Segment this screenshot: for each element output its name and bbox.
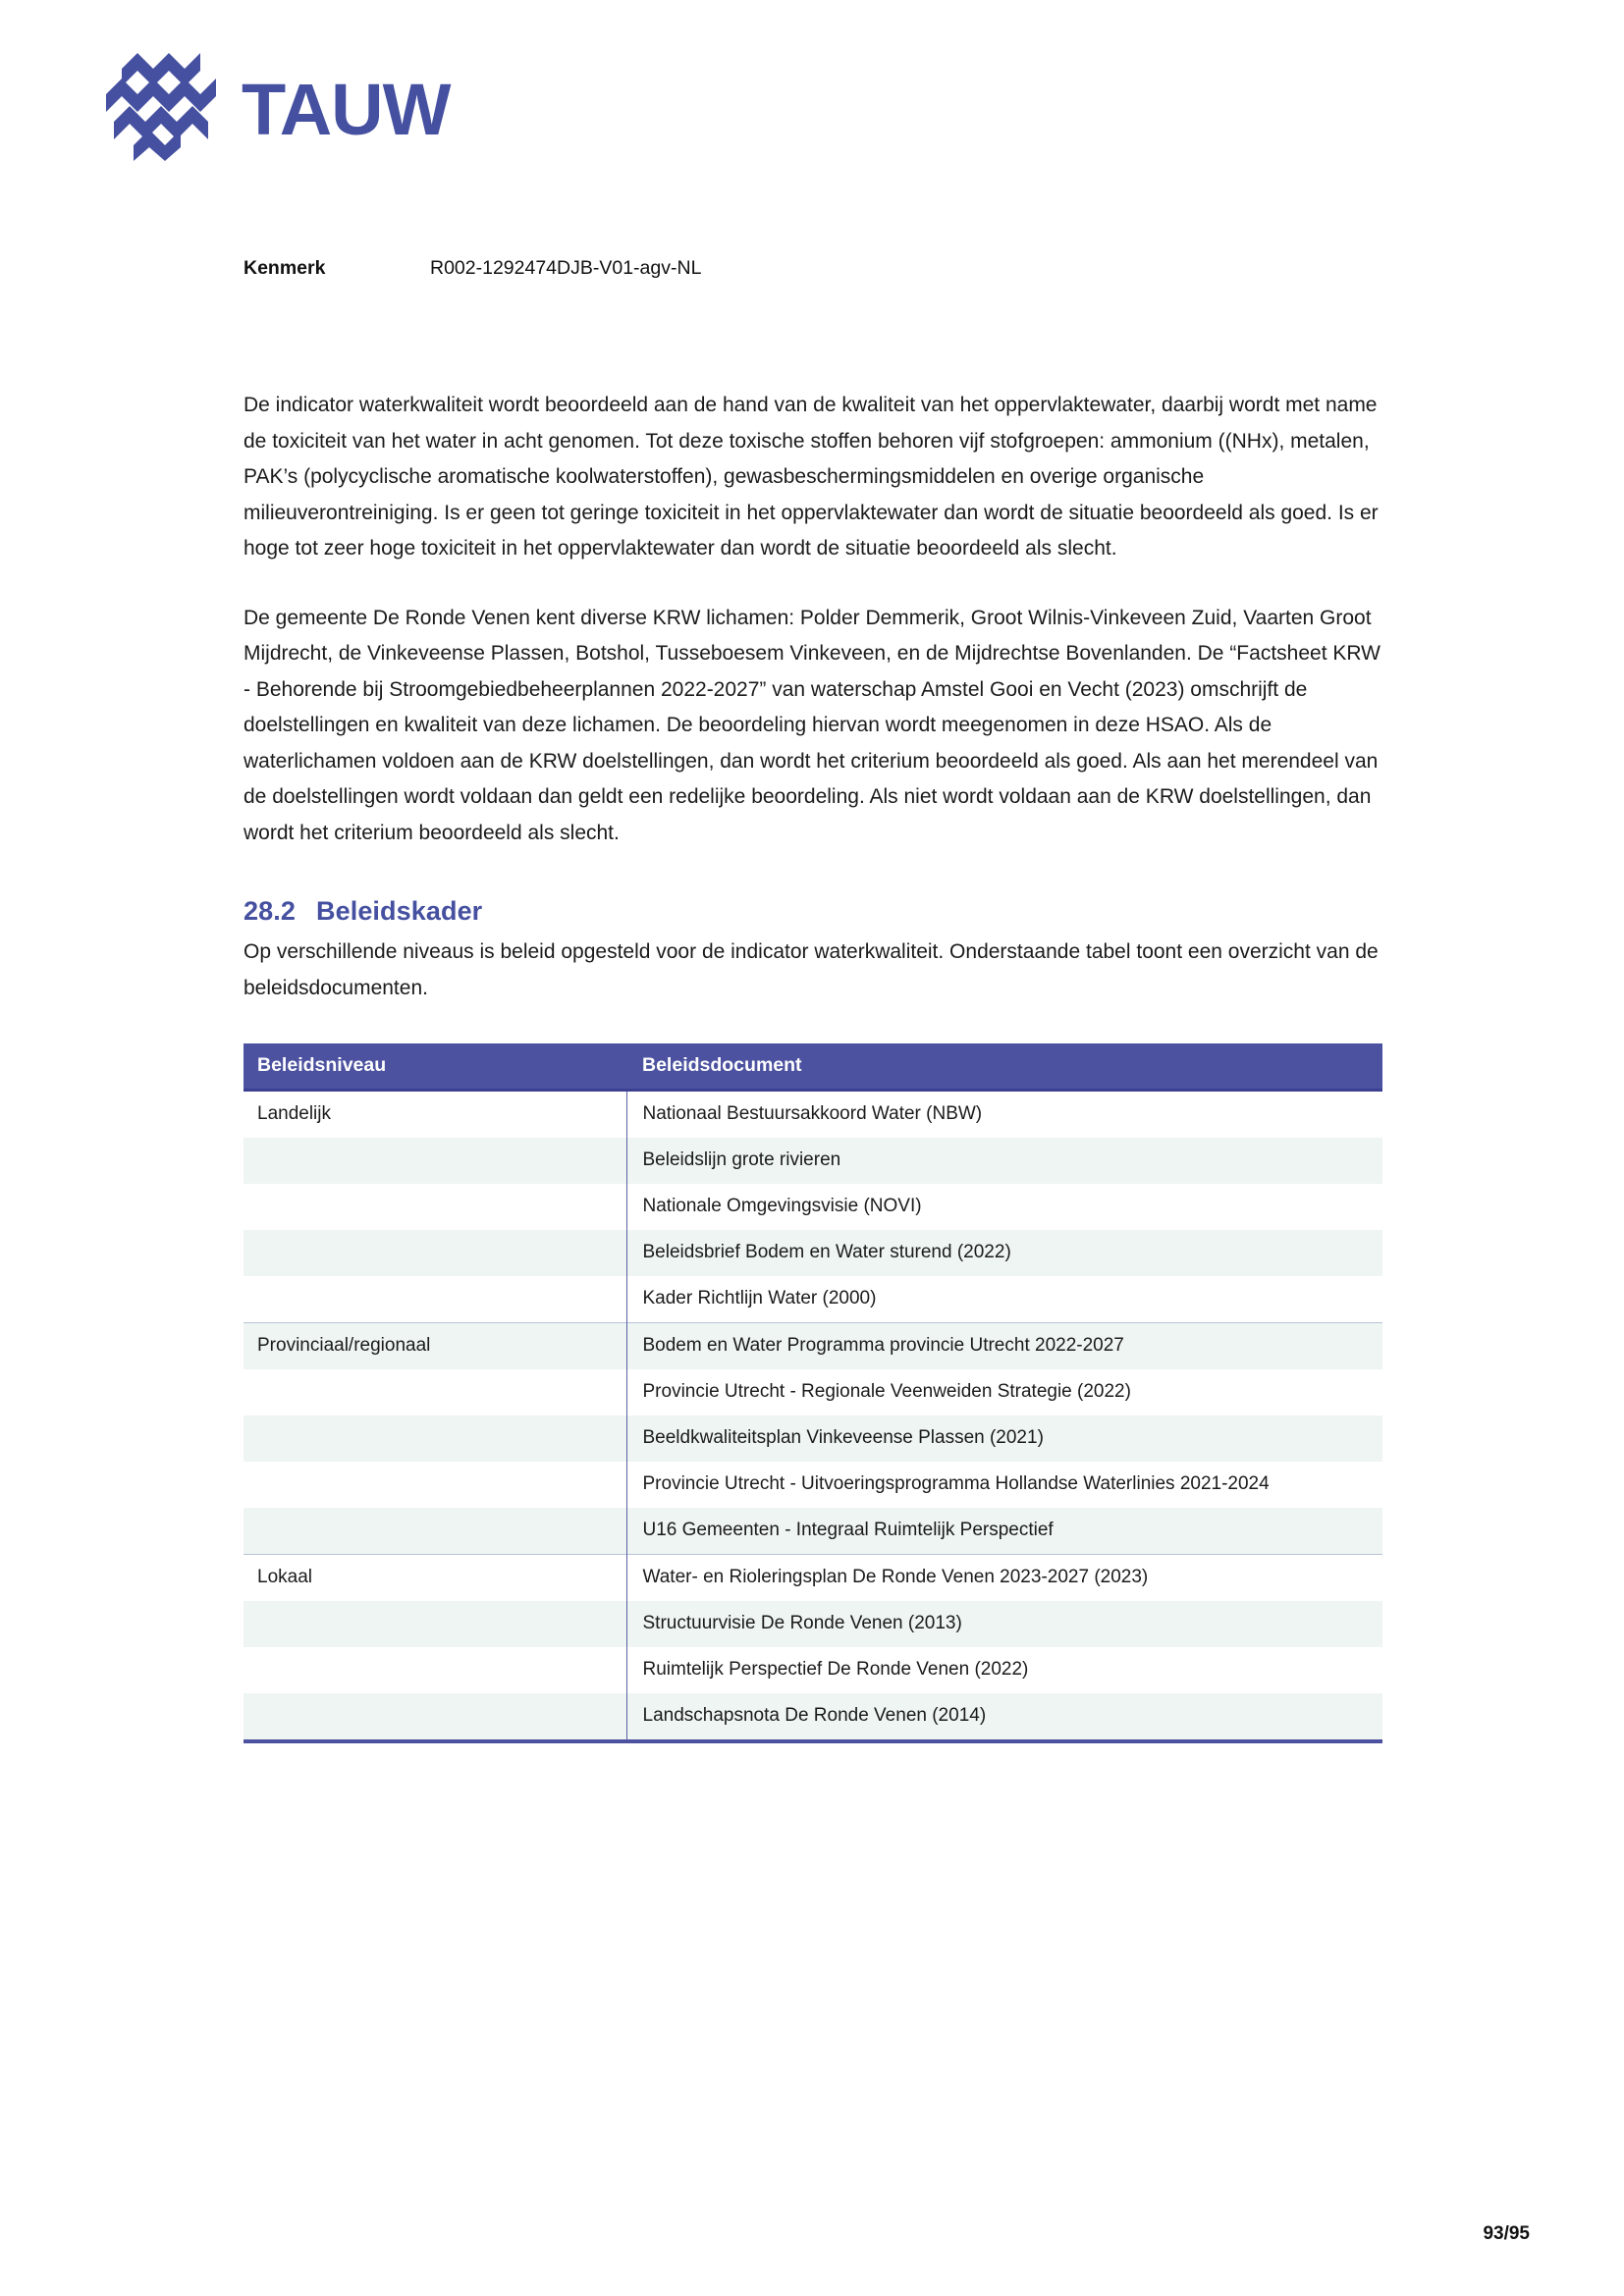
cell-beleidsdocument: Beleidsbrief Bodem en Water sturend (2022) xyxy=(626,1230,1382,1276)
paragraph-waterkwaliteit-indicator: De indicator waterkwaliteit wordt beoordeeld aan de hand van de kwaliteit van het oppervlaktewater, daarbij wordt met name de toxiciteit van het water in acht genomen. Tot deze toxische stoffen behoren vijf stofgroepen: ammonium ((NHx), metalen, PAK’s (polycyclische aromatische koolwaterstoffen), gewasbeschermingsmiddelen en overige organische milieuverontreiniging. Is er geen tot geringe toxiciteit in het oppervlaktewater dan wordt de situatie beoordeeld als goed. Is er hoge tot zeer hoge toxiciteit in het oppervlaktewater dan wordt de situatie beoordeeld als slecht. xyxy=(244,394,1379,560)
cell-beleidsniveau xyxy=(244,1369,626,1415)
table-row xyxy=(244,1415,1382,1462)
table-row xyxy=(244,1091,1382,1139)
section-number: 28.2 xyxy=(244,896,296,926)
table-row xyxy=(244,1369,1382,1415)
table-row xyxy=(244,1601,1382,1647)
cell-beleidsdocument: Beeldkwaliteitsplan Vinkeveense Plassen (2021) xyxy=(626,1415,1382,1462)
paragraph-krw-lichamen: De gemeente De Ronde Venen kent diverse KRW lichamen: Polder Demmerik, Groot Wilnis-Vinkeveen Zuid, Vaarten Groot Mijdrecht, de Vinkeveense Plassen, Botshol, Tusseboesem Vinkeveen, en de Mijdrechtse Bovenlanden. De “Factsheet KRW - Behorende bij Stroomgebiedbeheerplannen 2022-2027” van waterschap Amstel Gooi en Vecht (2023) omschrijft de doelstellingen en kwaliteit van deze lichamen. De beoordeling hiervan wordt meegenomen in deze HSAO. Als de waterlichamen voldoen aan de KRW doelstellingen, dan wordt het criterium beoordeeld als goed. Als aan het merendeel van de doelstellingen wordt voldaan dan geldt een redelijke beoordeling. Als niet wordt voldaan aan de KRW doelstellingen, dan wordt het criterium beoordeeld als slecht. xyxy=(244,606,1380,844)
table-bottom-rule xyxy=(244,1739,1382,1743)
table-row xyxy=(244,1693,1382,1739)
section-title: Beleidskader xyxy=(316,896,483,926)
cell-beleidsdocument: Landschapsnota De Ronde Venen (2014) xyxy=(626,1693,1382,1739)
cell-beleidsniveau xyxy=(244,1184,626,1230)
cell-beleidsdocument: U16 Gemeenten - Integraal Ruimtelijk Perspectief xyxy=(626,1508,1382,1555)
tauw-wave-logo-icon xyxy=(94,51,220,161)
cell-beleidsniveau: Landelijk xyxy=(244,1091,626,1139)
table-row xyxy=(244,1230,1382,1276)
table-row xyxy=(244,1276,1382,1323)
cell-beleidsniveau: Lokaal xyxy=(244,1555,626,1602)
table-header-row xyxy=(244,1043,1382,1091)
table-body xyxy=(244,1091,1382,1740)
brand-wordmark: TAUW xyxy=(242,69,451,150)
cell-beleidsniveau xyxy=(244,1138,626,1184)
cell-beleidsdocument: Nationale Omgevingsvisie (NOVI) xyxy=(626,1184,1382,1230)
table-row xyxy=(244,1508,1382,1555)
kenmerk-value: R002-1292474DJB-V01-agv-NL xyxy=(430,257,702,279)
cell-beleidsniveau xyxy=(244,1415,626,1462)
table-row xyxy=(244,1647,1382,1693)
column-header-beleidsniveau: Beleidsniveau xyxy=(244,1043,626,1091)
cell-beleidsniveau: Provinciaal/regionaal xyxy=(244,1323,626,1370)
cell-beleidsdocument: Bodem en Water Programma provincie Utrecht 2022-2027 xyxy=(626,1323,1382,1370)
cell-beleidsniveau xyxy=(244,1230,626,1276)
page-number: 93/95 xyxy=(1483,2223,1530,2244)
cell-beleidsniveau xyxy=(244,1647,626,1693)
table-row xyxy=(244,1184,1382,1230)
cell-beleidsniveau xyxy=(244,1601,626,1647)
cell-beleidsdocument: Beleidslijn grote rivieren xyxy=(626,1138,1382,1184)
section-intro-text: Op verschillende niveaus is beleid opgesteld voor de indicator waterkwaliteit. Onderstaande tabel toont een overzicht van de beleidsdocumenten. xyxy=(244,940,1379,999)
column-header-beleidsdocument: Beleidsdocument xyxy=(626,1043,1382,1091)
kenmerk-label: Kenmerk xyxy=(244,257,326,279)
kenmerk-header xyxy=(244,257,701,280)
cell-beleidsdocument: Provincie Utrecht - Uitvoeringsprogramma Hollandse Waterlinies 2021-2024 xyxy=(626,1462,1382,1508)
cell-beleidsniveau xyxy=(244,1508,626,1555)
cell-beleidsniveau xyxy=(244,1693,626,1739)
beleidskader-table xyxy=(244,1043,1382,1739)
cell-beleidsdocument: Ruimtelijk Perspectief De Ronde Venen (2022) xyxy=(626,1647,1382,1693)
cell-beleidsdocument: Structuurvisie De Ronde Venen (2013) xyxy=(626,1601,1382,1647)
cell-beleidsdocument: Kader Richtlijn Water (2000) xyxy=(626,1276,1382,1323)
table-row xyxy=(244,1555,1382,1602)
table-head xyxy=(244,1043,1382,1091)
cell-beleidsdocument: Nationaal Bestuursakkoord Water (NBW) xyxy=(626,1091,1382,1139)
cell-beleidsdocument: Water- en Rioleringsplan De Ronde Venen 2023-2027 (2023) xyxy=(626,1555,1382,1602)
cell-beleidsniveau xyxy=(244,1276,626,1323)
cell-beleidsniveau xyxy=(244,1462,626,1508)
section-heading xyxy=(244,896,1382,927)
table-row xyxy=(244,1462,1382,1508)
document-body xyxy=(244,388,1382,1743)
table-row xyxy=(244,1138,1382,1184)
tauw-logo xyxy=(94,51,450,161)
cell-beleidsdocument: Provincie Utrecht - Regionale Veenweiden Strategie (2022) xyxy=(626,1369,1382,1415)
table-row xyxy=(244,1323,1382,1370)
